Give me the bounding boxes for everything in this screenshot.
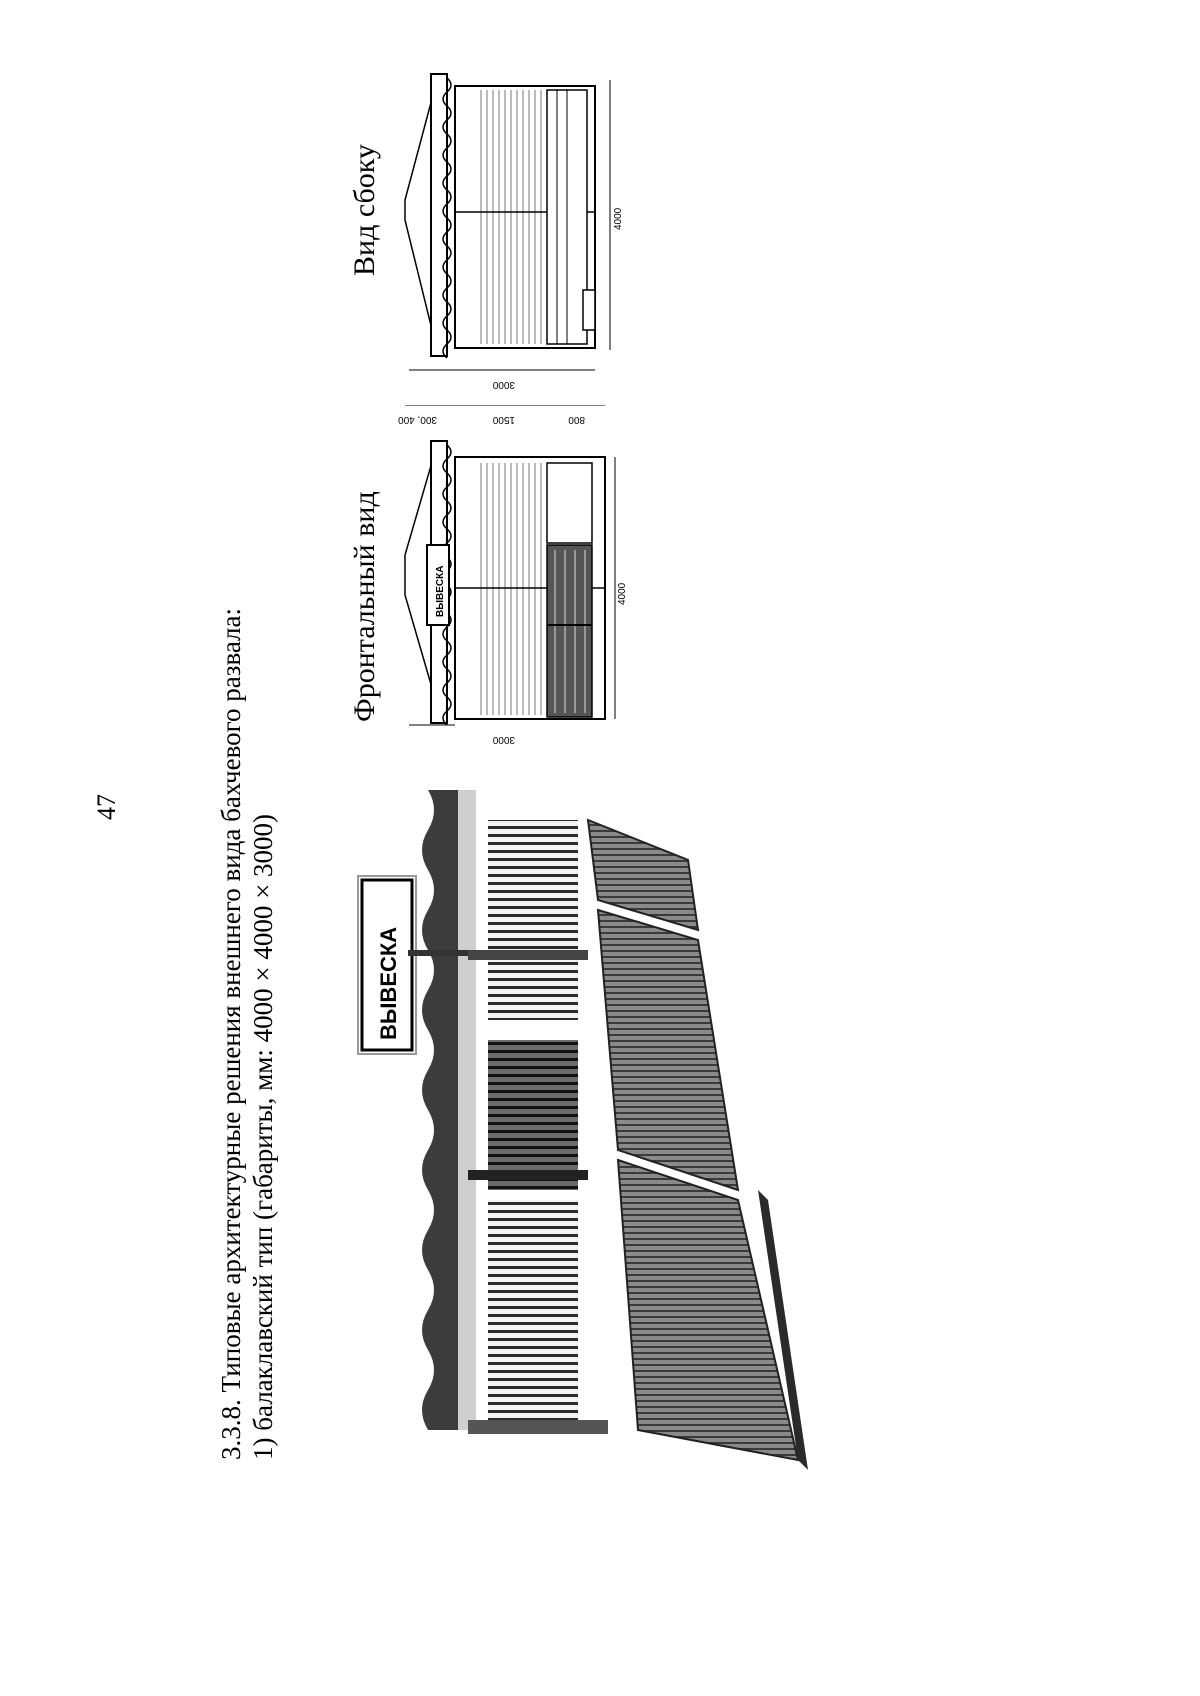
front-dim-roof: 300, 400 bbox=[398, 414, 437, 425]
front-view-title: Фронтальный вид bbox=[348, 491, 381, 722]
front-view-drawing bbox=[395, 405, 630, 745]
side-view-title: Вид сбоку bbox=[348, 144, 381, 276]
side-dim-height: 3000 bbox=[492, 379, 515, 390]
heading-line-2: 1) балаклавский тип (габариты, мм: 4000 × 4000 × 3000) bbox=[248, 813, 278, 1460]
side-view-drawing bbox=[395, 60, 630, 390]
side-dim-depth: 4000 bbox=[613, 207, 624, 230]
stall-perspective-illustration bbox=[318, 770, 818, 1480]
front-sign-text: ВЫВЕСКА bbox=[435, 565, 446, 617]
front-dim-middle: 1500 bbox=[492, 414, 515, 425]
front-dim-height: 3000 bbox=[492, 734, 515, 745]
photo-sign-text: ВЫВЕСКА bbox=[376, 926, 401, 1040]
heading-line-1: 3.3.8. Типовые архитектурные решения внешнего вида бахчевого развала: bbox=[216, 607, 246, 1460]
section-heading bbox=[215, 608, 279, 1460]
front-dim-counter: 800 bbox=[568, 414, 585, 425]
page-number: 47 bbox=[92, 794, 121, 820]
front-dim-width: 4000 bbox=[617, 582, 628, 605]
